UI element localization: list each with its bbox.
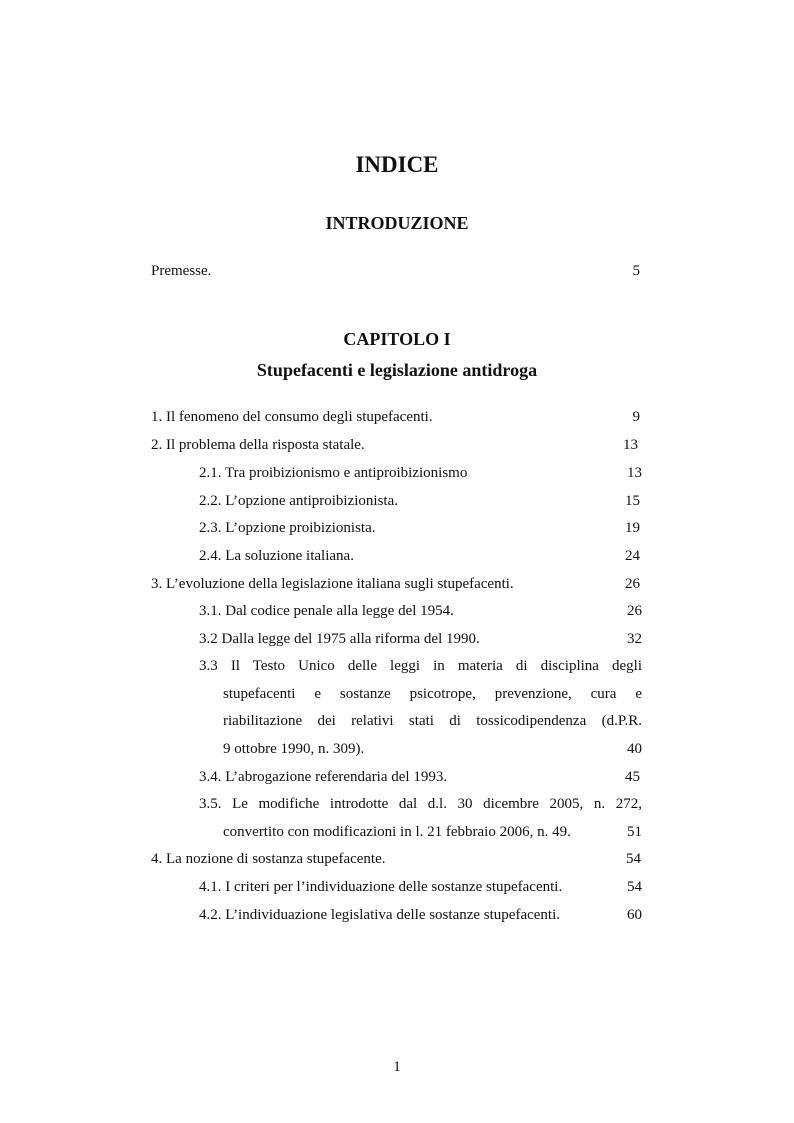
toc-entry-line: 3.5. Le modifiche introdotte dal d.l. 30 dicembre 2005, n. 272, — [199, 796, 642, 812]
toc-entry-line: riabilitazione dei relativi stati di tossicodipendenza (d.P.R. — [223, 713, 642, 729]
section-heading-introduzione: INTRODUZIONE — [325, 213, 469, 233]
toc-page-number: 9 — [632, 409, 640, 425]
toc-page-number: 54 — [627, 879, 642, 895]
toc-entry-line: stupefacenti e sostanze psicotrope, prevenzione, cura e — [223, 686, 642, 702]
toc-page-number: 51 — [627, 824, 642, 840]
toc-entry-line: 3.3 Il Testo Unico delle leggi in materia di disciplina degli — [199, 658, 642, 674]
toc-entry: 2.3. L’opzione proibizionista. — [199, 520, 376, 536]
toc-entry: 4.1. I criteri per l’individuazione delle sostanze stupefacenti. — [199, 879, 563, 895]
toc-entry-line: convertito con modificazioni in l. 21 febbraio 2006, n. 49. — [223, 824, 571, 840]
toc-page-number: 54 — [626, 851, 641, 867]
toc-page-number: 19 — [625, 520, 640, 536]
page-title: INDICE — [355, 152, 439, 177]
toc-entry: 2.1. Tra proibizionismo e antiproibizionismo — [199, 465, 468, 481]
chapter-label: CAPITOLO I — [343, 329, 451, 349]
toc-page-number: 26 — [625, 576, 640, 592]
toc-page-number: 40 — [627, 741, 642, 757]
page-number-footer: 1 — [393, 1059, 401, 1075]
toc-entry-premesse: Premesse. — [151, 263, 212, 279]
toc-entry: 3.1. Dal codice penale alla legge del 1954. — [199, 603, 454, 619]
toc-page-number: 26 — [627, 603, 642, 619]
toc-entry: 3.2 Dalla legge del 1975 alla riforma del 1990. — [199, 631, 480, 647]
toc-entry: 2.4. La soluzione italiana. — [199, 548, 354, 564]
chapter-title: Stupefacenti e legislazione antidroga — [256, 360, 538, 380]
toc-entry: 4.2. L’individuazione legislativa delle sostanze stupefacenti. — [199, 907, 561, 923]
toc-entry-line: 9 ottobre 1990, n. 309). — [223, 741, 365, 757]
toc-entry: 3. L’evoluzione della legislazione italiana sugli stupefacenti. — [151, 576, 514, 592]
toc-entry: 1. Il fenomeno del consumo degli stupefacenti. — [151, 409, 433, 425]
toc-entry: 3.4. L’abrogazione referendaria del 1993. — [199, 769, 448, 785]
toc-entry: 2. Il problema della risposta statale. — [151, 437, 365, 453]
toc-page-number: 45 — [625, 769, 640, 785]
toc-page-number: 32 — [627, 631, 642, 647]
toc-entry: 2.2. L’opzione antiproibizionista. — [199, 493, 398, 509]
toc-entry: 4. La nozione di sostanza stupefacente. — [151, 851, 386, 867]
toc-page-number: 5 — [632, 263, 640, 279]
toc-page-number: 13 — [627, 465, 642, 481]
toc-page-number: 24 — [625, 548, 640, 564]
toc-page-number: 60 — [627, 907, 642, 923]
toc-page-number: 15 — [625, 493, 640, 509]
toc-page-number: 13 — [623, 437, 638, 453]
